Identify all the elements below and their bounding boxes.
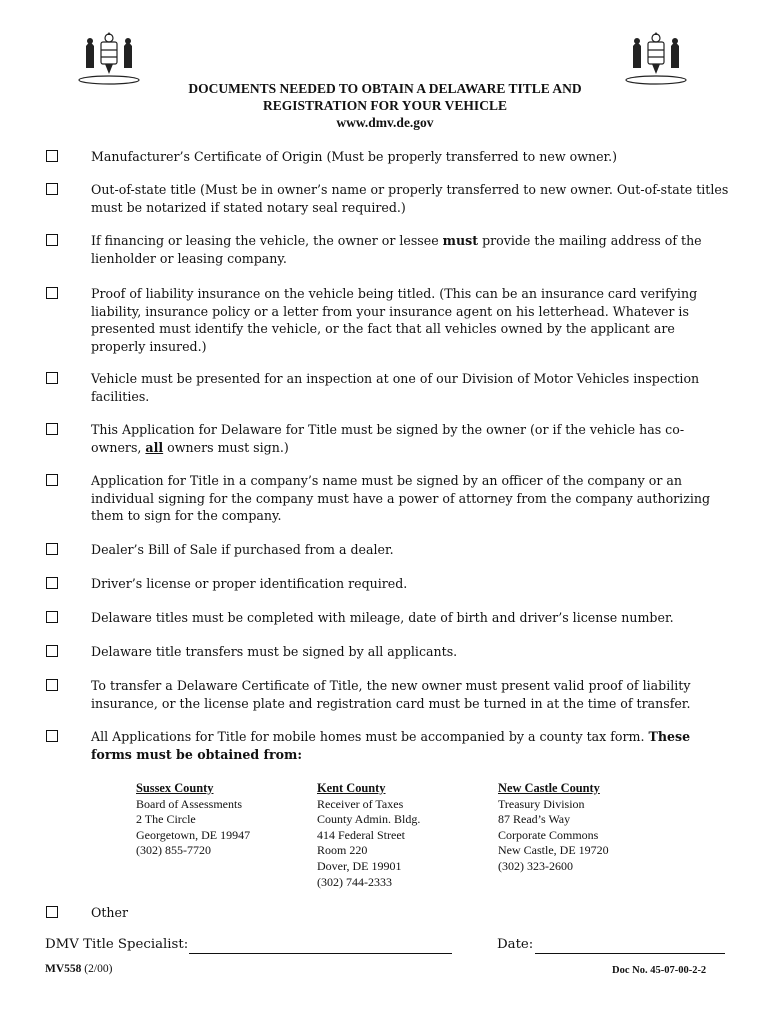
page-title-line-2: REGISTRATION FOR YOUR VEHICLE <box>263 98 507 113</box>
county-block-sussex <box>136 781 250 859</box>
checkbox[interactable] <box>46 906 58 918</box>
item-text: Manufacturer’s Certificate of Origin (Must be properly transferred to new owner.) <box>91 149 618 164</box>
specialist-signature-field[interactable] <box>189 953 452 954</box>
checkbox[interactable] <box>46 150 58 162</box>
address-line: Receiver of Taxes <box>317 796 404 811</box>
item-text: Delaware titles must be completed with mileage, date of birth and driver’s license number. <box>91 610 674 625</box>
checkbox[interactable] <box>46 543 58 555</box>
emphasis-all: all <box>145 439 164 455</box>
emphasis-forms: These forms must be obtained from: <box>91 729 691 762</box>
specialist-label: DMV Title Specialist: <box>45 937 189 952</box>
checkbox[interactable] <box>46 183 58 195</box>
county-name: New Castle County <box>498 781 600 795</box>
address-line: 2 The Circle <box>136 812 196 827</box>
item-text: Proof of liability insurance on the vehicle being titled. (This can be an insurance card verifying liability, insurance policy or a letter from your insurance agent on his letterhead. Whatever is presented must identify the vehicle, or the fact that all vehicles owned by the applicant are properly insured.) <box>91 286 698 354</box>
checkbox[interactable] <box>46 577 58 589</box>
address-line: Corporate Commons <box>498 827 599 842</box>
form-number: MV558 (2/00) <box>45 963 113 975</box>
item-text: Delaware title transfers must be signed by all applicants. <box>91 644 458 659</box>
checkbox[interactable] <box>46 611 58 623</box>
address-line: Treasury Division <box>498 796 585 811</box>
item-text: All Applications for Title for mobile homes must be accompanied by a county tax form. These forms must be obtained from: <box>91 729 691 762</box>
phone-number: (302) 323-2600 <box>498 858 573 873</box>
address-line: 414 Federal Street <box>317 827 405 842</box>
website-url: www.dmv.de.gov <box>336 115 434 130</box>
county-name: Sussex County <box>136 781 214 795</box>
address-line: New Castle, DE 19720 <box>498 843 609 858</box>
county-name: Kent County <box>317 781 386 795</box>
item-text: Driver’s license or proper identification required. <box>91 576 408 591</box>
item-text: If financing or leasing the vehicle, the owner or lessee must provide the mailing address of the lienholder or leasing company. <box>91 233 702 266</box>
phone-number: (302) 744-2333 <box>317 874 392 889</box>
item-text: To transfer a Delaware Certificate of Title, the new owner must present valid proof of liability insurance, or the license plate and registration card must be turned in at the time of transfer. <box>91 678 691 711</box>
checkbox[interactable] <box>46 474 58 486</box>
item-text: Other <box>91 905 128 920</box>
address-line: 87 Read’s Way <box>498 812 571 827</box>
checkbox[interactable] <box>46 645 58 657</box>
item-text: This Application for Delaware for Title must be signed by the owner (or if the vehicle has co-owners, all owners must sign.) <box>91 422 685 455</box>
address-line: County Admin. Bldg. <box>317 812 421 827</box>
phone-number: (302) 855-7720 <box>136 843 211 858</box>
checkbox[interactable] <box>46 679 58 691</box>
item-text: Dealer’s Bill of Sale if purchased from a dealer. <box>91 542 394 557</box>
document-number: Doc No. 45-07-00-2-2 <box>612 965 707 976</box>
page-header <box>100 80 670 131</box>
checkbox[interactable] <box>46 372 58 384</box>
address-line: Dover, DE 19901 <box>317 858 402 873</box>
date-field[interactable] <box>535 953 725 954</box>
checkbox[interactable] <box>46 730 58 742</box>
county-block-kent <box>317 781 420 890</box>
delaware-seal-icon <box>623 28 689 86</box>
county-offices <box>136 781 696 893</box>
item-text: Out-of-state title (Must be in owner’s name or properly transferred to new owner. Out-of-state titles must be notarized if stated notary seal required.) <box>91 182 729 215</box>
checkbox[interactable] <box>46 234 58 246</box>
address-line: Room 220 <box>317 843 368 858</box>
emphasis-must: must <box>442 233 479 248</box>
checkbox[interactable] <box>46 287 58 299</box>
delaware-seal-icon <box>76 28 142 86</box>
address-line: Georgetown, DE 19947 <box>136 827 251 842</box>
county-block-new-castle <box>498 781 609 875</box>
item-text: Vehicle must be presented for an inspection at one of our Division of Motor Vehicles inspection facilities. <box>91 371 700 404</box>
item-text: Application for Title in a company’s name must be signed by an officer of the company or an individual signing for the company must have a power of attorney from the company authorizing them to sign for the company. <box>91 473 711 523</box>
date-label: Date: <box>497 937 534 952</box>
page-title-line-1: DOCUMENTS NEEDED TO OBTAIN A DELAWARE TITLE AND <box>188 81 582 96</box>
checkbox[interactable] <box>46 423 58 435</box>
address-line: Board of Assessments <box>136 796 242 811</box>
